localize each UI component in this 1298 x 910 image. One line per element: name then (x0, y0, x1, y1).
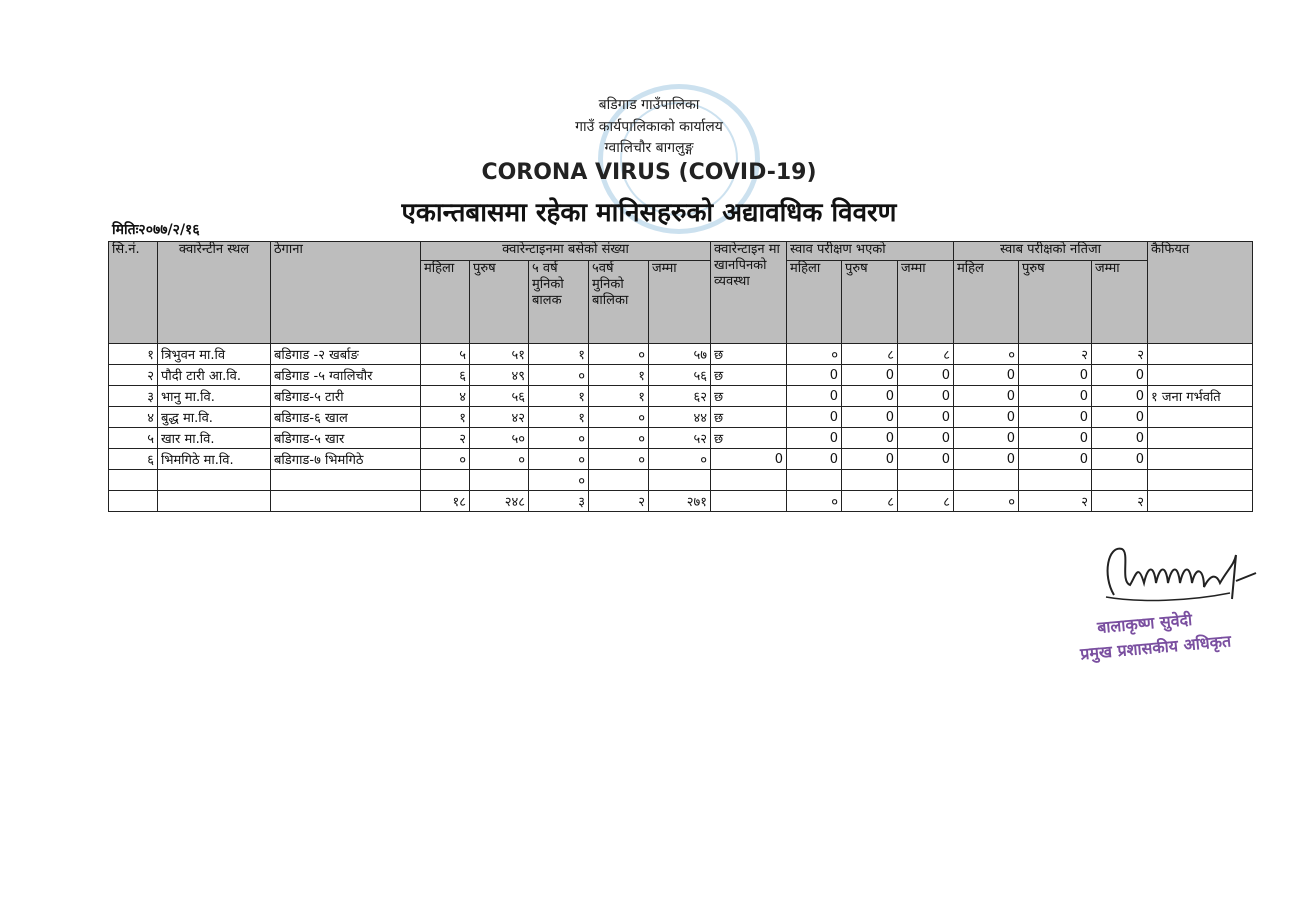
cell-result-total: 0 (1092, 428, 1148, 449)
table-row (109, 344, 1253, 365)
table-row (109, 365, 1253, 386)
cell-result-total: 0 (1092, 449, 1148, 470)
table-row (109, 428, 1253, 449)
office-name: बडिगाड गाउँपालिका (598, 97, 700, 113)
cell-male: ५० (470, 428, 529, 449)
cell-address: बडिगाड-५ टारी (271, 386, 421, 407)
cell-swab-male: 0 (842, 428, 898, 449)
cell-male: ५१ (470, 344, 529, 365)
cell-female: ५ (421, 344, 470, 365)
cell-female: २ (421, 428, 470, 449)
cell-swab-female: 0 (787, 386, 842, 407)
header-total: जम्मा (649, 261, 711, 344)
cell-girls-under5: १ (589, 386, 649, 407)
cell-quarantine-place: भानु मा.वि. (158, 386, 271, 407)
table-row (109, 449, 1253, 470)
cell-address: बडिगाड-५ खार (271, 428, 421, 449)
cell-total (649, 470, 711, 491)
office-subtitle: गाउँ कार्यपालिकाको कार्यालय (575, 119, 723, 135)
cell-sn: २ (109, 365, 158, 386)
cell-female: ४ (421, 386, 470, 407)
cell-remarks (1148, 428, 1253, 449)
cell-male: ४२ (470, 407, 529, 428)
cell-swab-female: 0 (787, 407, 842, 428)
cell-address: बडिगाड-६ खाल (271, 407, 421, 428)
title-nepali: एकान्तबासमा रहेका मानिसहरुको अद्यावधिक विवरण (401, 198, 897, 228)
cell-quarantine-place: बुद्ध मा.वि. (158, 407, 271, 428)
header-male: पुरुष (470, 261, 529, 344)
signatory-title: प्रमुख प्रशासकीय अधिकृत (1079, 631, 1232, 664)
cell-swab-total: 0 (898, 428, 954, 449)
cell-swab-total: ८ (898, 344, 954, 365)
cell-address: बडिगाड -२ खर्बाङ (271, 344, 421, 365)
table-row (109, 407, 1253, 428)
cell-female (421, 470, 470, 491)
cell-result-female: 0 (954, 386, 1019, 407)
header-female: महिला (421, 261, 470, 344)
cell-food-arrangement (711, 491, 787, 512)
cell-result-female: 0 (954, 365, 1019, 386)
cell-result-male: २ (1019, 344, 1092, 365)
cell-sn: ३ (109, 386, 158, 407)
table-row (109, 491, 1253, 512)
cell-boys-under5: १ (529, 386, 589, 407)
cell-boys-under5: ० (529, 365, 589, 386)
cell-food-arrangement: 0 (711, 449, 787, 470)
header-address: ठेगाना (271, 242, 421, 344)
cell-remarks (1148, 365, 1253, 386)
header-swab-male: पुरुष (842, 261, 898, 344)
cell-result-total: २ (1092, 344, 1148, 365)
cell-result-female: 0 (954, 428, 1019, 449)
cell-address: बडिगाड-७ भिमगिठे (271, 449, 421, 470)
cell-total: ० (649, 449, 711, 470)
cell-male: ५६ (470, 386, 529, 407)
cell-result-male: 0 (1019, 386, 1092, 407)
cell-female: १८ (421, 491, 470, 512)
cell-result-female: 0 (954, 449, 1019, 470)
cell-male: २४८ (470, 491, 529, 512)
cell-swab-male: ८ (842, 344, 898, 365)
table-row (109, 386, 1253, 407)
cell-swab-male (842, 470, 898, 491)
cell-quarantine-place: खार मा.वि. (158, 428, 271, 449)
signature-scribble (1100, 535, 1270, 615)
table-body (109, 344, 1253, 512)
office-location: ग्वालिचौर बागलुङ्ग (604, 140, 694, 156)
cell-swab-female: 0 (787, 365, 842, 386)
cell-girls-under5: १ (589, 365, 649, 386)
cell-result-total (1092, 470, 1148, 491)
cell-girls-under5: ० (589, 344, 649, 365)
cell-swab-male: 0 (842, 365, 898, 386)
header-swab-female: महिला (787, 261, 842, 344)
cell-boys-under5: १ (529, 407, 589, 428)
cell-result-total: २ (1092, 491, 1148, 512)
cell-boys-under5: ० (529, 428, 589, 449)
cell-total: ५७ (649, 344, 711, 365)
cell-food-arrangement: छ (711, 428, 787, 449)
cell-swab-male: 0 (842, 449, 898, 470)
cell-address (271, 491, 421, 512)
cell-result-male: 0 (1019, 449, 1092, 470)
header-swab-total: जम्मा (898, 261, 954, 344)
header-group-swab-result: स्वाब परीक्षको नतिजा (954, 242, 1148, 261)
cell-food-arrangement: छ (711, 344, 787, 365)
header-quarantine-place: क्वारेन्टीन स्थल (158, 242, 271, 344)
cell-total: ६२ (649, 386, 711, 407)
cell-remarks (1148, 470, 1253, 491)
cell-address (271, 470, 421, 491)
cell-swab-total: 0 (898, 386, 954, 407)
cell-result-female (954, 470, 1019, 491)
header-result-total: जम्मा (1092, 261, 1148, 344)
cell-swab-total: 0 (898, 449, 954, 470)
cell-result-total: 0 (1092, 407, 1148, 428)
cell-food-arrangement (711, 470, 787, 491)
cell-quarantine-place (158, 491, 271, 512)
cell-remarks (1148, 449, 1253, 470)
cell-swab-male: ८ (842, 491, 898, 512)
cell-girls-under5: ० (589, 428, 649, 449)
cell-female: १ (421, 407, 470, 428)
header-group-swab-tested: स्वाव परीक्षण भएको (787, 242, 954, 261)
cell-girls-under5: ० (589, 407, 649, 428)
cell-result-male: २ (1019, 491, 1092, 512)
cell-swab-female: ० (787, 344, 842, 365)
cell-remarks (1148, 491, 1253, 512)
cell-sn: ४ (109, 407, 158, 428)
header-girls-under5: ५वर्ष मुनिको बालिका (589, 261, 649, 344)
header-result-male: पुरुष (1019, 261, 1092, 344)
cell-swab-female: 0 (787, 428, 842, 449)
cell-boys-under5: ३ (529, 491, 589, 512)
cell-sn (109, 470, 158, 491)
cell-boys-under5: ० (529, 449, 589, 470)
cell-female: ६ (421, 365, 470, 386)
cell-total: ५२ (649, 428, 711, 449)
cell-girls-under5: २ (589, 491, 649, 512)
cell-swab-total: 0 (898, 407, 954, 428)
cell-result-male (1019, 470, 1092, 491)
cell-swab-total: 0 (898, 365, 954, 386)
header-boys-under5: ५ वर्ष मुनिको बालक (529, 261, 589, 344)
header-result-female: महिल (954, 261, 1019, 344)
cell-sn (109, 491, 158, 512)
cell-girls-under5: ० (589, 449, 649, 470)
cell-result-male: 0 (1019, 428, 1092, 449)
header-food-arrangement: क्वारेन्टाइन मा खानपिनको व्यवस्था (711, 242, 787, 344)
header-remarks: कैफियत (1148, 242, 1253, 344)
title-english: CORONA VIRUS (COVID-19) (481, 160, 817, 185)
cell-male: ० (470, 449, 529, 470)
cell-male: ४९ (470, 365, 529, 386)
cell-female: ० (421, 449, 470, 470)
cell-swab-female: ० (787, 491, 842, 512)
report-date: मितिः२०७७/२/१६ (112, 222, 200, 238)
cell-quarantine-place: त्रिभुवन मा.वि (158, 344, 271, 365)
cell-remarks (1148, 344, 1253, 365)
cell-sn: १ (109, 344, 158, 365)
quarantine-table (108, 241, 1253, 512)
table-row (109, 470, 1253, 491)
cell-swab-male: 0 (842, 407, 898, 428)
cell-sn: ५ (109, 428, 158, 449)
cell-boys-under5: ० (529, 470, 589, 491)
cell-remarks (1148, 407, 1253, 428)
cell-male (470, 470, 529, 491)
cell-result-female: ० (954, 344, 1019, 365)
cell-food-arrangement: छ (711, 407, 787, 428)
header-sn: सि.नं. (109, 242, 158, 344)
cell-swab-female (787, 470, 842, 491)
cell-swab-female: 0 (787, 449, 842, 470)
header-group-quarantine-count: क्वारेन्टाइनमा बसेको संख्या (421, 242, 711, 261)
cell-quarantine-place: पौदी टारी आ.वि. (158, 365, 271, 386)
signatory-name: बालाकृष्ण सुवेदी (1096, 609, 1193, 638)
cell-result-total: 0 (1092, 365, 1148, 386)
cell-result-male: 0 (1019, 407, 1092, 428)
cell-food-arrangement: छ (711, 386, 787, 407)
cell-swab-male: 0 (842, 386, 898, 407)
cell-boys-under5: १ (529, 344, 589, 365)
cell-quarantine-place (158, 470, 271, 491)
cell-address: बडिगाड -५ ग्वालिचौर (271, 365, 421, 386)
cell-remarks: १ जना गर्भवति (1148, 386, 1253, 407)
cell-swab-total: ८ (898, 491, 954, 512)
cell-result-male: 0 (1019, 365, 1092, 386)
cell-girls-under5 (589, 470, 649, 491)
cell-result-female: 0 (954, 407, 1019, 428)
cell-food-arrangement: छ (711, 365, 787, 386)
cell-quarantine-place: भिमगिठे मा.वि. (158, 449, 271, 470)
cell-swab-total (898, 470, 954, 491)
cell-total: ५६ (649, 365, 711, 386)
cell-total: ४४ (649, 407, 711, 428)
cell-total: २७१ (649, 491, 711, 512)
cell-result-total: 0 (1092, 386, 1148, 407)
cell-result-female: ० (954, 491, 1019, 512)
cell-sn: ६ (109, 449, 158, 470)
